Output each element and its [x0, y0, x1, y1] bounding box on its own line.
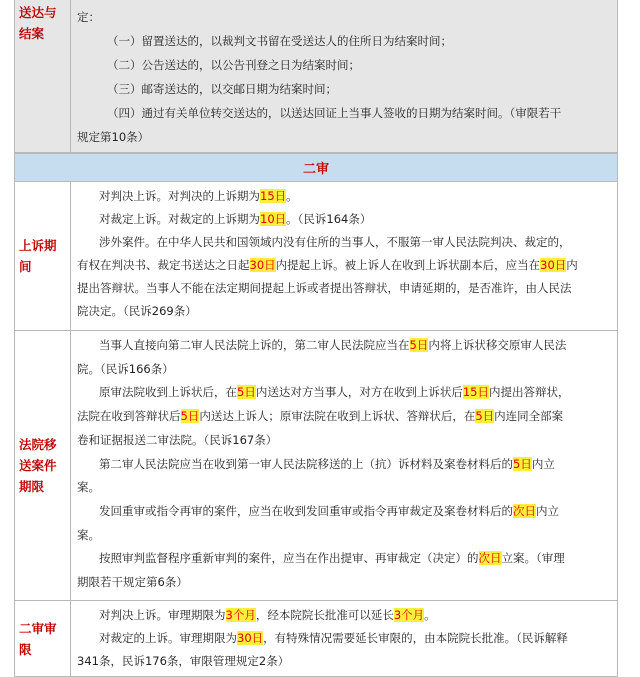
- text-line: 对裁定上诉。对裁定的上诉期为10日。（民诉164条）: [99, 212, 372, 226]
- row-label-line: 法院移: [19, 437, 57, 452]
- text-line: 规定第10条）: [77, 130, 150, 144]
- highlight: 30日: [237, 631, 264, 645]
- text-line: 卷和证据报送二审法院。（民诉167条）: [77, 432, 278, 447]
- text-line: 期限若干规定第6条）: [77, 575, 188, 590]
- text-line: 案。: [77, 480, 100, 495]
- section-header: 二审: [15, 153, 617, 182]
- highlight: 15日: [260, 189, 287, 203]
- text-line: 院决定。（民诉269条）: [77, 304, 197, 318]
- row-content: [71, 331, 617, 600]
- text-line: 涉外案件。在中华人民共和国领域内没有住所的当事人，不服第一审人民法院判决、裁定的，: [99, 235, 571, 249]
- highlight: 次日: [513, 503, 536, 518]
- highlight: 5日: [513, 456, 532, 471]
- text-line: 案。: [77, 527, 100, 542]
- text-line: 对裁定的上诉。审理期限为30日，有特殊情况需要延长审限的，由本院院长批准。（民诉解释: [99, 631, 568, 645]
- row-label-line: 结案: [19, 26, 45, 41]
- text-line: 按照审判监督程序重新审判的案件，应当在作出提审、再审裁定（决定）的次日立案。（审理: [99, 551, 565, 566]
- highlight: 10日: [260, 212, 287, 226]
- row-service-closing: [15, 0, 617, 153]
- text-line: 提出答辩状。当事人不能在法定期间提起上诉或者提出答辩状，申请延期的，是否准许，由人民法: [77, 281, 572, 295]
- row-appeal-period: [15, 182, 617, 331]
- text-line: （一）留置送达的，以裁判文书留在受送达人的住所日为结案时间；: [107, 34, 452, 48]
- highlight: 5日: [409, 338, 429, 352]
- row-transfer-deadline: [15, 331, 617, 601]
- text-line: 原审法院收到上诉状后，在5日内送达对方当事人，对方在收到上诉状后15日内提出答辩状，: [99, 385, 570, 400]
- highlight: 15日: [462, 385, 489, 400]
- text-line: 当事人直接向第二审人民法院上诉的，第二审人民法院应当在5日内将上诉状移交原审人民法: [99, 338, 567, 352]
- text-line: 定：: [77, 10, 100, 24]
- text-line: 院。（民诉166条）: [77, 361, 174, 376]
- row-label-line: 限: [19, 641, 32, 657]
- highlight: 5日: [180, 409, 200, 424]
- text-line: （三）邮寄送达的，以交邮日期为结案时间；: [107, 82, 337, 96]
- deadline-table: [14, 0, 618, 677]
- row-label: [15, 601, 71, 676]
- text-line: 对判决上诉。对判决的上诉期为15日。: [99, 189, 298, 203]
- row-label-line: 上诉期: [19, 238, 57, 253]
- row-content: [71, 601, 617, 676]
- row-label: [15, 0, 71, 152]
- text-line: （二）公告送达的，以公告刊登之日为结案时间；: [107, 58, 360, 72]
- row-label-line: 二审审: [19, 620, 57, 636]
- highlight: 3个月: [225, 608, 256, 622]
- row-label-line: 期限: [19, 479, 45, 494]
- row-content: [71, 182, 617, 330]
- highlight: 5日: [237, 385, 256, 400]
- text-line: 发回重审或指令再审的案件，应当在收到发回重审或指令再审裁定及案卷材料后的次日内立: [99, 503, 559, 518]
- text-line: 341条，民诉176条，审限管理规定2条）: [77, 654, 290, 668]
- row-label-line: 送达与: [19, 5, 57, 20]
- row-content: [71, 0, 617, 152]
- highlight: 3个月: [393, 608, 425, 622]
- row-second-instance-limit: [15, 601, 617, 677]
- text-line: （四）通过有关单位转交送达的，以送达回证上当事人签收的日期为结案时间。（审限若干: [107, 106, 562, 120]
- text-line: 法院在收到答辩状后5日内送达上诉人；原审法院在收到上诉状、答辩状后，在5日内连同全部案: [77, 409, 564, 424]
- highlight: 30日: [540, 258, 567, 272]
- text-line: 对判决上诉。审理期限为3个月，经本院院长批准可以延长3个月。: [99, 608, 436, 622]
- row-label: [15, 331, 71, 600]
- highlight: 30日: [249, 258, 276, 272]
- row-label-line: 送案件: [19, 458, 57, 473]
- row-label: [15, 182, 71, 330]
- highlight: 5日: [475, 409, 495, 424]
- text-line: 第二审人民法院应当在收到第一审人民法院移送的上（抗）诉材料及案卷材料后的5日内立: [99, 456, 555, 471]
- highlight: 次日: [478, 551, 502, 566]
- row-label-line: 间: [19, 259, 32, 274]
- text-line: 有权在判决书、裁定书送达之日起30日内提起上诉。被上诉人在收到上诉状副本后，应当在30日内: [77, 258, 578, 272]
